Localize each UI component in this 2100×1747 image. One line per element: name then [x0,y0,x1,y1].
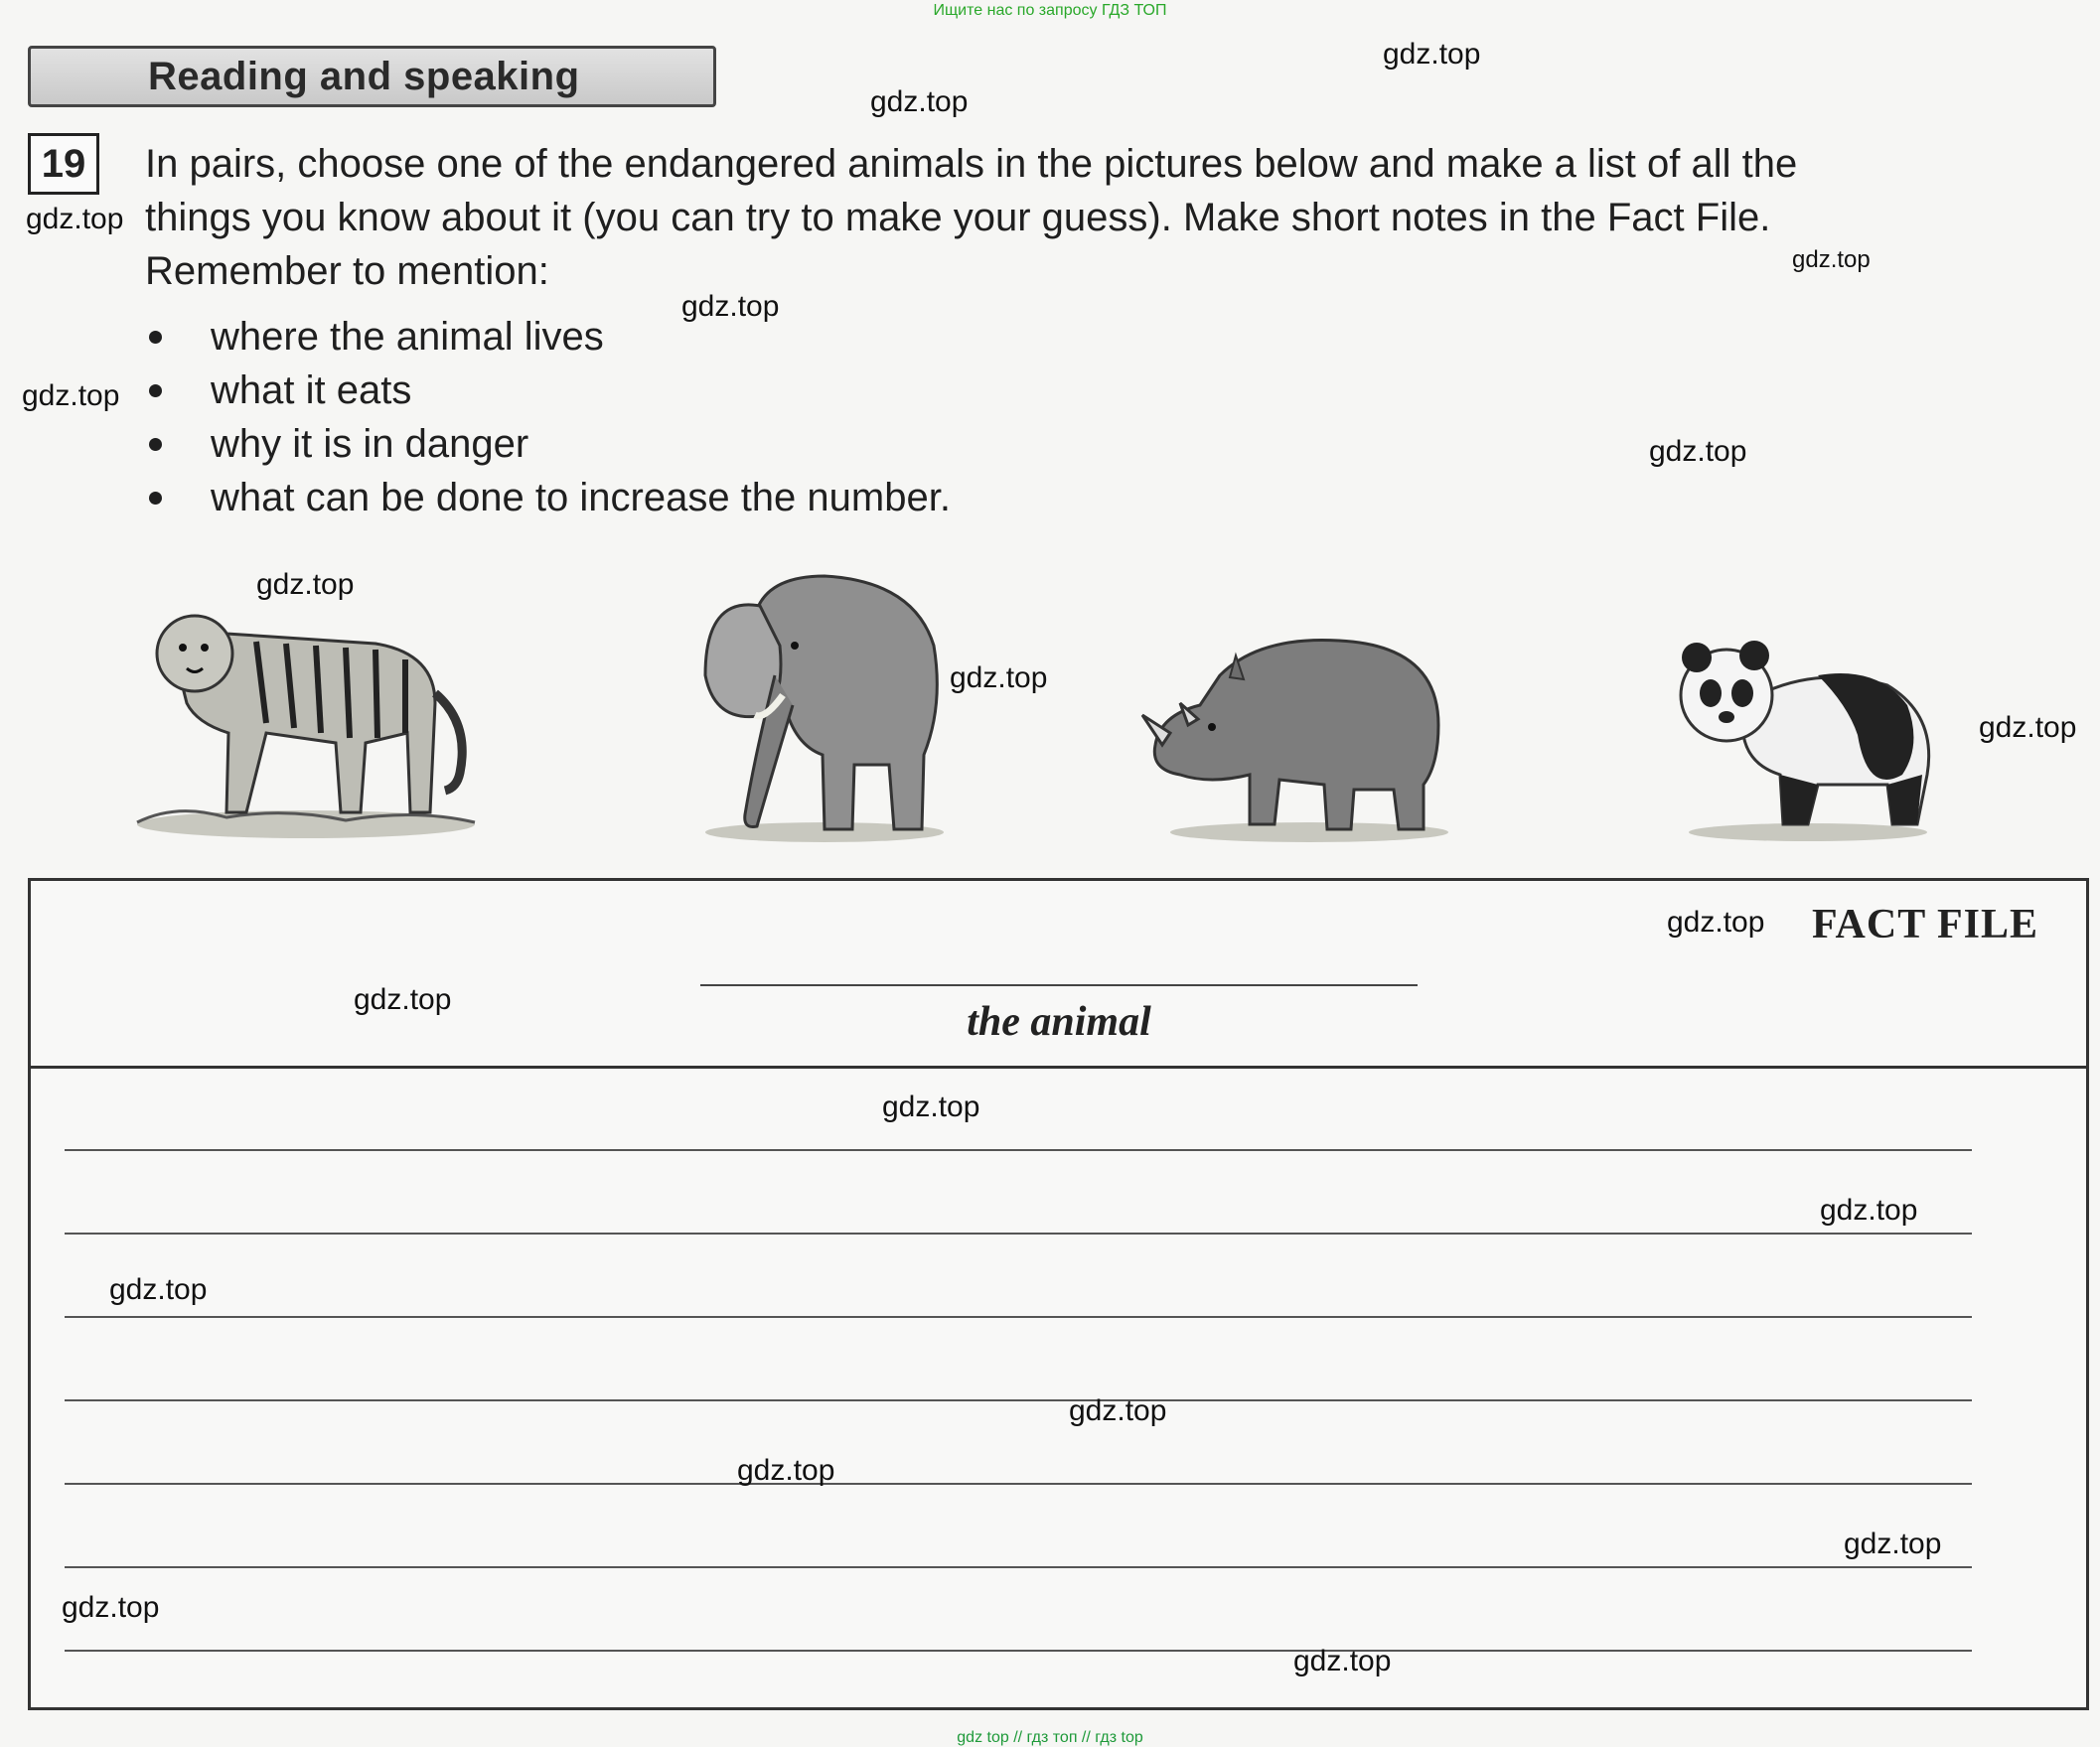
top-banner[interactable]: Ищите нас по запросу ГДЗ ТОП [933,2,1167,19]
watermark: gdz.top [1844,1528,1942,1560]
instruction-line: Remember to mention: [145,249,549,293]
note-line[interactable] [65,1483,1972,1485]
watermark: gdz.top [1383,38,1481,71]
section-header [28,46,716,107]
note-line[interactable] [65,1233,1972,1235]
note-line[interactable] [65,1566,1972,1568]
watermark: gdz.top [737,1454,835,1487]
bottom-banner[interactable]: gdz top // гдз топ // гдз top [957,1729,1143,1746]
watermark: gdz.top [354,983,452,1016]
watermark: gdz.top [1820,1194,1918,1227]
watermark: gdz.top [1649,435,1747,468]
fact-file-title: FACT FILE [1812,902,2038,947]
instruction-line: In pairs, choose one of the endangered animals in the pictures below and make a list of all the [145,142,1798,186]
animal-name-label: the animal [967,999,1151,1045]
note-line[interactable] [65,1316,1972,1318]
rhino-illustration [1140,616,1458,844]
watermark: gdz.top [882,1091,980,1123]
note-line[interactable] [65,1650,1972,1652]
watermark: gdz.top [22,379,120,412]
watermark: gdz.top [1069,1394,1167,1427]
section-title: Reading and speaking [148,55,580,98]
bullet-icon [149,331,162,344]
watermark: gdz.top [870,85,969,118]
watermark: gdz.top [1667,906,1765,939]
note-line[interactable] [65,1399,1972,1401]
watermark: gdz.top [1979,711,2077,744]
watermark: gdz.top [26,203,124,235]
bullet-icon [149,438,162,451]
note-line[interactable] [65,1149,1972,1151]
bullet-icon [149,384,162,397]
bullet-icon [149,492,162,505]
watermark: gdz.top [109,1273,208,1306]
panda-illustration [1669,626,1947,844]
elephant-illustration [685,556,964,844]
watermark: gdz.top [256,568,355,601]
watermark: gdz.top [1293,1645,1392,1677]
instruction-line: things you know about it (you can try to make your guess). Make short notes in the Fact File. [145,196,1771,239]
animal-name-field[interactable] [700,984,1418,986]
exercise-number: 19 [28,133,99,195]
watermark: gdz.top [1792,246,1871,273]
watermark: gdz.top [62,1591,160,1624]
watermark: gdz.top [681,290,780,323]
watermark: gdz.top [950,661,1048,694]
divider [31,1066,2086,1069]
tiger-illustration [117,574,495,842]
fact-file [28,878,2089,1710]
